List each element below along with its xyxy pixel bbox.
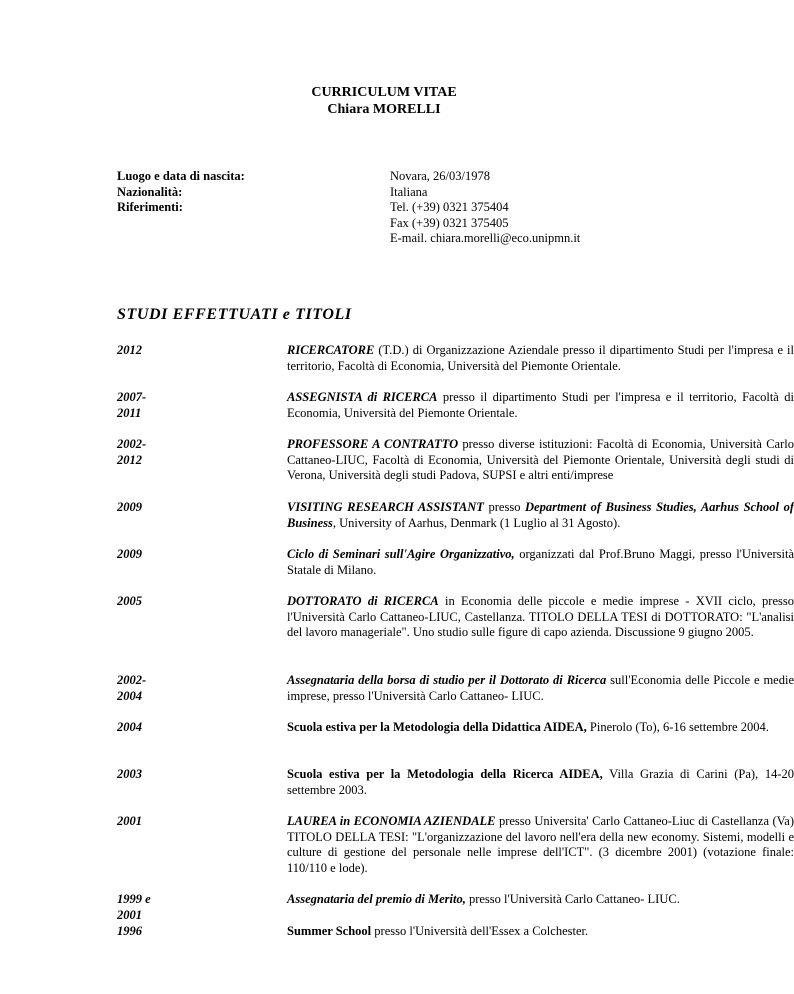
entry-text [287,594,794,641]
entry-heading: LAUREA in ECONOMIA AZIENDALE [287,814,496,828]
entry-heading: ASSEGNISTA di RICERCA [287,390,438,404]
person-name: Chiara MORELLI [327,102,441,117]
references-label: Riferimenti: [117,200,183,214]
entry-year: 2004 [117,720,142,734]
entry-heading: VISITING RESEARCH ASSISTANT [287,500,484,514]
entry-heading: Scuola estiva per la Metodologia della Didattica AIDEA, [287,720,587,734]
nationality-label: Nazionalità: [117,184,183,199]
entry-year: 2005 [117,594,142,608]
entry-heading: Assegnataria del premio di Merito, [287,892,466,906]
entry-text [287,390,794,421]
entry-heading: Scuola estiva per la Metodologia della Ricerca AIDEA, [287,767,603,781]
tel-value: Tel. (+39) 0321 375404 [390,200,509,214]
entry-text [287,720,794,736]
entry-year: 1999 e 2001 [117,892,151,922]
document-header [0,84,768,118]
entry-year: 2012 [117,343,142,357]
birth-value: Novara, 26/03/1978 [390,169,490,183]
entry-year: 2002-2012 [117,437,147,467]
entry-text [287,814,794,876]
entry-text [287,547,794,578]
entry-text [287,924,794,940]
entry-body: presso Universita' Carlo Cattaneo-Liuc di Castellanza (Va) TITOLO DELLA TESI: "L'organizzazione del lavoro nell'era della new economy. Sistemi, modelli e culture di gestione del personale nelle imprese dell'ICT". (3 dicembre 2001) (votazione finale: 110/110 e lode). [287,814,794,875]
entry-year: 2002-2004 [117,673,147,703]
nationality-value: Italiana [390,184,428,199]
entry-text [287,500,794,531]
entry-heading-institution: Department of Business Studies, Aarhus School of Business [287,500,794,530]
entry-year: 2009 [117,547,142,561]
entry-heading: Ciclo di Seminari sull'Agire Organizzativo, [287,547,515,561]
entry-body: presso diverse istituzioni: Facoltà di Economia, Università Carlo Cattaneo-LIUC, Facoltà di Economia, Università del Piemonte Orientale, Università degli studi di Verona, Università degli studi Padova, SUPSI e altri enti/imprese [287,437,794,482]
entry-body: in Economia delle piccole e medie imprese - XVII ciclo, presso l'Università Carlo Cattaneo-LIUC, Castellanza. TITOLO DELLA TESI di DOTTORATO: "L'analisi del lavoro manageriale". Uno studio sulle figure di capo azienda. Discussione 9 giugno 2005. [287,594,794,639]
document-title: CURRICULUM VITAE [311,85,457,100]
entry-body: sull'Economia delle Piccole e medie imprese, presso l'Università Carlo Cattaneo- LIUC. [287,673,794,703]
entry-heading: PROFESSORE A CONTRATTO [287,437,459,451]
personal-info-values [390,169,580,247]
personal-info-labels [117,169,245,216]
section-heading: STUDI EFFETTUATI e TITOLI [117,306,352,323]
entry-year: 2007-2011 [117,390,147,420]
entry-year: 2009 [117,500,142,514]
entry-year: 1996 [117,924,142,938]
entry-body: presso il dipartimento Studi per l'impresa e il territorio, Facoltà di Economia, Università del Piemonte Orientale. [287,390,794,420]
entry-body: (T.D.) di Organizzazione Aziendale presso il dipartimento Studi per l'impresa e il territorio, Facoltà di Economia, Università del Piemonte Orientale. [287,343,794,373]
entry-year: 2003 [117,767,142,781]
entry-body: presso l'Università Carlo Cattaneo- LIUC. [465,892,680,906]
birth-label: Luogo e data di nascita: [117,169,245,183]
entry-text [287,892,794,908]
entry-year: 2001 [117,814,142,828]
entry-text [287,767,794,798]
entry-body: Pinerolo (To), 6-16 settembre 2004. [586,720,769,734]
entry-heading: DOTTORATO di RICERCA [287,594,439,608]
entry-text [287,673,794,704]
entry-body: Villa Grazia di Carini (Pa), 14-20 settembre 2003. [287,767,794,797]
entry-mid: presso [483,500,526,514]
entry-body: organizzati dal Prof.Bruno Maggi, presso l'Università Statale di Milano. [287,547,794,577]
entry-heading: Assegnataria della borsa di studio per il Dottorato di Ricerca [287,673,607,687]
entry-text [287,437,794,484]
entry-heading: Summer School [287,924,372,938]
entry-body: , University of Aarhus, Denmark (1 Luglio al 31 Agosto). [332,515,621,530]
entry-heading: RICERCATORE [287,343,375,357]
entry-body: presso l'Università dell'Essex a Colchester. [371,924,589,938]
entry-text [287,343,794,374]
fax-value: Fax (+39) 0321 375405 [390,215,509,230]
email-value: E-mail. chiara.morelli@eco.unipmn.it [390,231,581,245]
